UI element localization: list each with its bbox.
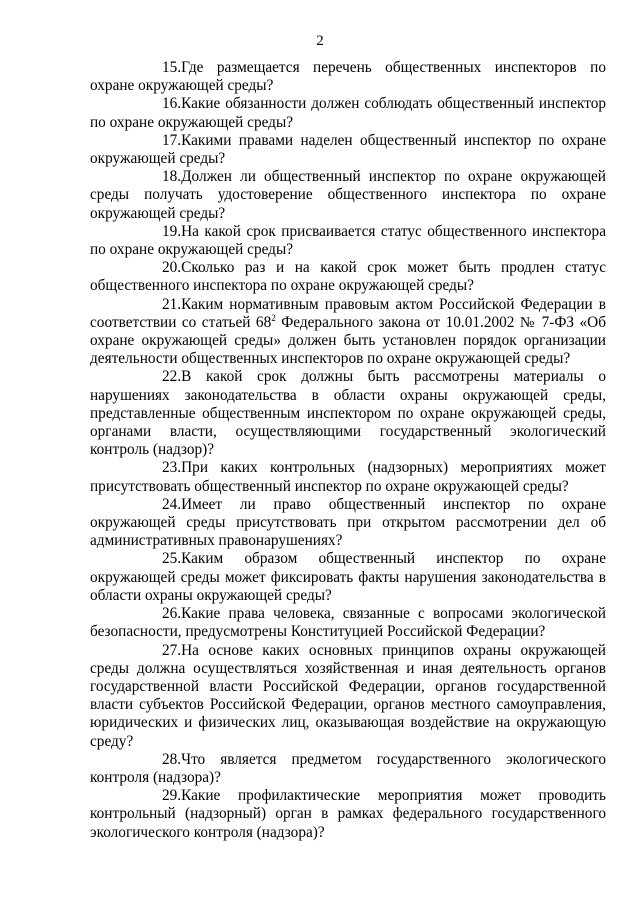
question-text: В какой срок должны быть рассмотрены материалы о нарушениях законодательства в области охраны окружающей среды, представленные общественным инспектором по охране окружающей среды, органами власти, осуществляющими государственный экологический контроль (надзор)? [90,368,606,459]
question-number: 28. [162,750,182,768]
question-item [90,550,606,605]
question-item [90,751,606,787]
question-number: 15. [162,59,182,76]
question-number: 19. [162,222,182,240]
question-number: 27. [162,641,182,659]
question-item [90,605,606,641]
question-item [90,259,606,295]
question-list [90,59,606,842]
question-number: 17. [162,131,182,149]
question-item [90,95,606,131]
question-item [90,368,606,459]
question-item [90,168,606,223]
question-number: 29. [162,787,182,805]
question-text: Сколько раз и на какой срок может быть продлен статус общественного инспектора по охране окружающей среды? [90,259,606,295]
question-text: Имеет ли право общественный инспектор по охране окружающей среды присутствовать при открытом рассмотрении дел об административных правонарушениях? [90,495,606,550]
question-text: Какие профилактические мероприятия может проводить контрольный (надзорный) орган в рамках федерального государственного экологического контроля (надзора)? [90,787,606,841]
question-number: 23. [162,459,182,477]
question-item [90,459,606,495]
question-number: 25. [162,550,182,568]
question-text: Что является предметом государственного экологического контроля (надзора)? [90,750,606,786]
question-text: На основе каких основных принципов охраны окружающей среды должна осуществляться хозяйственная и иная деятельность органов государственной власти Российской Федерации, органов государственной власти субъектов Российской Федерации, органов местного самоуправления, юридических и физических лиц, оказывающая воздействие на окружающую среду? [90,641,606,750]
question-item [90,59,606,95]
question-text: Должен ли общественный инспектор по охране окружающей среды получать удостоверение общественного инспектора по охране окружающей среды? [90,168,606,222]
question-text-before-superscript: Каким нормативным правовым актом Российской Федерации в соответствии со статьей 68 [90,295,606,331]
page-number: 2 [316,33,324,49]
question-item [90,496,606,551]
question-number: 16. [162,95,182,113]
question-text: Какие права человека, связанные с вопросами экологической безопасности, предусмотрены Конституцией Российской Федерации? [90,605,606,641]
question-number: 18. [162,168,182,186]
article-superscript: 2 [271,312,276,323]
question-item [90,296,606,369]
question-number: 21. [162,295,182,313]
question-text: Каким образом общественный инспектор по охране окружающей среды может фиксировать факты нарушения законодательства в области охраны окружающей среды? [90,550,606,604]
question-number: 24. [162,495,182,513]
question-number: 22. [162,368,182,386]
question-item [90,132,606,168]
question-number: 26. [162,605,182,623]
question-item [90,787,606,842]
question-text: Какими правами наделен общественный инспектор по охране окружающей среды? [90,131,606,168]
question-item [90,642,606,751]
question-text: При каких контрольных (надзорных) мероприятиях может присутствовать общественный инспектор по охране окружающей среды? [90,459,606,495]
question-number: 20. [162,259,182,277]
question-text-after-superscript: Федерального закона от 10.01.2002 № 7-ФЗ «Об охране окружающей среды» должен быть установлен порядок организации деятельности общественных инспекторов по охране окружающей среды? [90,313,606,368]
question-text: Где размещается перечень общественных инспекторов по охране окружающей среды? [90,59,606,95]
question-text: Какие обязанности должен соблюдать общественный инспектор по охране окружающей среды? [90,95,606,131]
question-text: На какой срок присваивается статус общественного инспектора по охране окружающей среды? [90,222,606,259]
question-item [90,223,606,259]
